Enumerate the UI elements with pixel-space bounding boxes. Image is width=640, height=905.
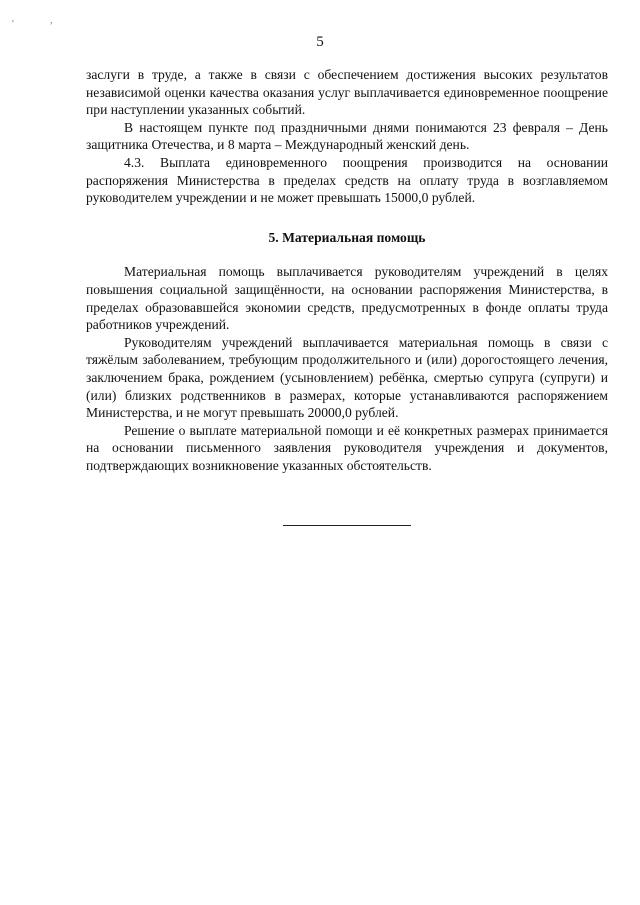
paragraph-continuation: заслуги в труде, а также в связи с обеспечением достижения высоких результатов независимой оценки качества оказания услуг выплачивается единовременное поощрение при наступлении указанных событий. <box>86 67 608 118</box>
paragraph-material-aid-decision: Решение о выплате материальной помощи и её конкретных размерах принимается на основании письменного заявления руководителя учреждения и документов, подтверждающих возникновение указанных обстоятельств. <box>86 422 608 473</box>
paragraph-holidays: В настоящем пункте под праздничными днями понимаются 23 февраля – День защитника Отечества, и 8 марта – Международный женский день. <box>86 119 608 153</box>
paragraph-material-aid-cases: Руководителям учреждений выплачивается материальная помощь в связи с тяжёлым заболеванием, требующим продолжительного и (или) дорогостоящего лечения, заключением брака, рождением (усыновлением) ребёнка, смертью супруга (супруги) и (или) близких родственников в размерах, которые устанавливаются распоряжением Министерства, и не могут превышать 20000,0 рублей. <box>86 334 608 421</box>
section-heading: 5. Материальная помощь <box>268 229 426 245</box>
paragraph-4-3: 4.3. Выплата единовременного поощрения производится на основании распоряжения Министерства в пределах средств на оплату труда в возглавляемом руководителем учреждении и не может превышать 15000,0 рублей. <box>86 154 608 206</box>
page-number: 5 <box>316 34 324 50</box>
scan-artifact: ' <box>12 19 14 30</box>
paragraph-material-aid-intro: Материальная помощь выплачивается руководителям учреждений в целях повышения социальной защищённости, на основании распоряжения Министерства, в пределах образовавшейся экономии средств, предусмотренных в фонде оплаты труда работников учреждений. <box>86 264 608 333</box>
end-of-text-line <box>283 525 411 526</box>
document-body <box>86 66 608 474</box>
scan-artifact: , <box>50 15 53 26</box>
